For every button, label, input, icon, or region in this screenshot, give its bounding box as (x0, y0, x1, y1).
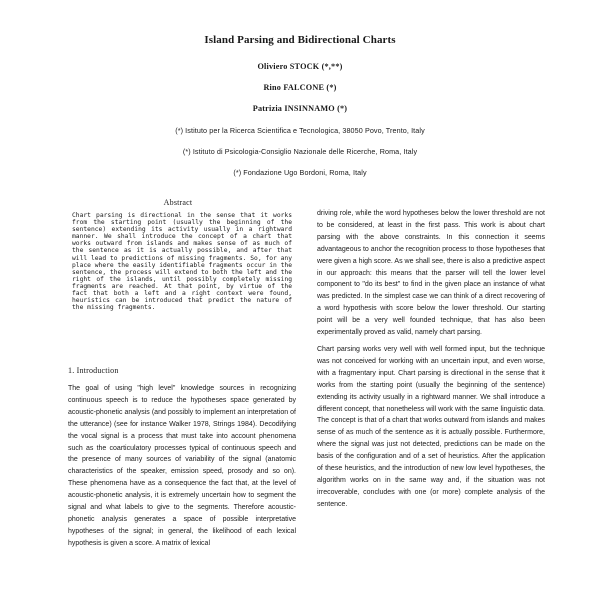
abstract-heading: Abstract (163, 198, 193, 207)
author-1: Oliviero STOCK (*,**) (257, 62, 343, 71)
paper-title: Island Parsing and Bidirectional Charts (204, 34, 396, 46)
left-column-body (68, 383, 296, 550)
affiliation-1: (*) Istituto per la Ricerca Scientifica e Tecnologica, 38050 Povo, Trento, Italy (175, 126, 425, 135)
section-heading-introduction: 1. Introduction (68, 366, 119, 375)
right-column-body (317, 208, 545, 516)
left-column-paragraph: The goal of using "high level" knowledge sources in recognizing continuous speech is to reduce the hypotheses space generated by acoustic-phonetic analysis (and possibly to implement an interpretation of the utterance) (see for instance Walker 1978, Strings 1984). Decodifying the vocal signal is a process that must take into account phenomena such as the coarticulatory processes typical of continuous speech and the presence of many sources of variability of the signal (anatomic characteristics of the speaker, emission speed, prosody and so on). These phenomena have as a consequence the fact that, at the level of acoustic-phonetic analysis, it is extremely uncertain how to segment the signal and what labels to give to the segments. Therefore acoustic-phonetic analysis generates a space of possible interpretative hypotheses of the signal; in general, the likelihood of each lexical hypothesis is given a score. A matrix of lexical (68, 385, 296, 547)
author-2: Rino FALCONE (*) (263, 83, 337, 92)
affiliation-2: (*) Istituto di Psicologia-Consiglio Nazionale delle Ricerche, Roma, Italy (182, 147, 418, 156)
author-3: Patrizia INSINNAMO (*) (252, 104, 348, 113)
right-column-paragraph-2: Chart parsing works very well with well formed input, but the technique was not conceived for working with an uncertain input, and even worse, with a fragmentary input. Chart parsing is directional in the sense that it works from the starting point (usually the beginning of the sentence) extending its activity usually in a rightward manner. We shall introduce a different concept, that nonetheless will work with the same linguistic data. The concept is that of a chart that works outward from islands and makes sense of as much of the sentence as it is actually possible. Furthermore, where the signal was just not detected, predictions can be made on the basis of the configuration and of a set of heuristics. After the application of these heuristics, and the introduction of new low level hypotheses, the algorithm works on in the same way and, if the situation was not irrecoverable, concludes with one (or more) complete analysis of the sentence. (317, 345, 545, 508)
right-column-paragraph-1: driving role, while the word hypotheses below the lower threshold are not to be considered, at least in the first pass. This work is about chart parsing with the above constraints. In this connection it seems advantageous to anchor the recognition process to those hypotheses that were given a high score. As we shall see, there is also a predictive aspect in our approach: this means that the parser will tell the lower level component to "do its best" to find in the given place an instance of what was predicted. In the simplest case we can think of a direct recovering of a word hypothesis with score below the lower threshold. Our starting point will be a very well founded technique, that has also been experimentally proved as valid, namely chart parsing. (317, 210, 546, 337)
abstract-text: Chart parsing is directional in the sense that it works from the starting point (usually the beginning of the sentence) extending its activity usually in a rightward manner. We shall introduce the concept of a chart that works outward from islands and makes sense of as much of the sentence as it is actually possible, and after that will lead to predictions of missing fragments. So, for any place where the easily identifiable fragments occur in the sentence, the process will extend to both the left and the right of the islands, until possibly completely missing fragments are reached. At that point, by virtue of the fact that both a left and a right context were found, heuristics can be introduced that predict the nature of the missing fragments. (72, 212, 292, 312)
affiliation-3: (*) Fondazione Ugo Bordoni, Roma, Italy (233, 168, 367, 177)
